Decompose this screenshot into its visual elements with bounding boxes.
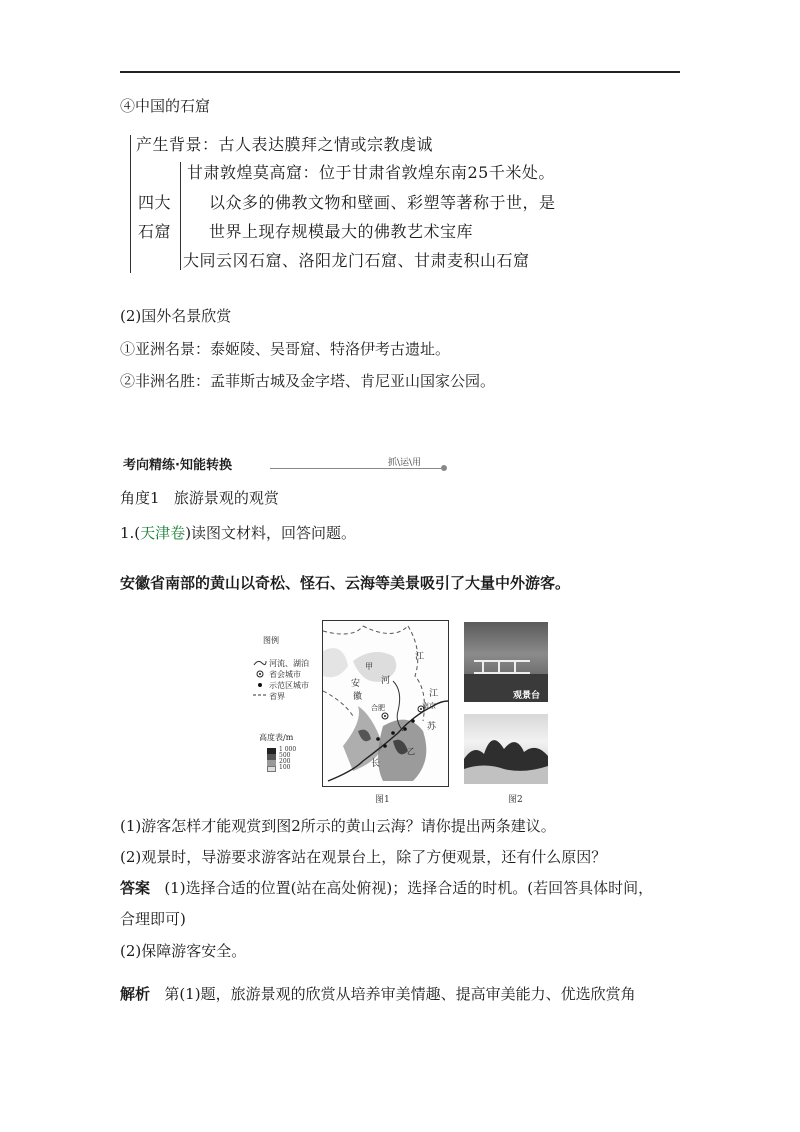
mogao-line-1: 甘肃敦煌莫高窟：位于甘肃省敦煌东南25千米处。	[187, 163, 555, 182]
city-legend-icon	[257, 682, 263, 688]
question-material: 安徽省南部的黄山以奇松、怪石、云海等美景吸引了大量中外游客。	[120, 574, 571, 592]
map-label-hui: 徽	[353, 692, 363, 702]
outer-brace	[130, 135, 131, 273]
answer-text-1: (1)选择合适的位置(站在高处俯视)；选择合适的时机。(若回答具体时间，	[164, 879, 654, 897]
section-tag: 抓\运\用	[388, 458, 422, 468]
section-dot	[441, 465, 447, 471]
elevation-1000: 1 000	[279, 746, 297, 753]
section-line	[270, 468, 441, 469]
elevation-values	[279, 747, 296, 771]
grottoes-heading: ④中国的石窟	[120, 97, 211, 115]
grottoes-background: 产生背景：古人表达膜拜之情或宗教虔诚	[136, 135, 434, 154]
elevation-500: 500	[279, 752, 291, 759]
photo-sea-of-clouds	[464, 714, 548, 784]
capital-legend-icon	[256, 670, 264, 678]
inner-brace	[180, 162, 181, 270]
photo-viewing-platform	[464, 622, 548, 702]
photo1-label: 观景台	[513, 691, 541, 701]
foreign-asia: ①亚洲名景：泰姬陵、吴哥窟、特洛伊考古遗址。	[120, 340, 451, 358]
question-prompt: )读图文材料，回答问题。	[185, 524, 357, 542]
foreign-africa: ②非洲名胜：孟菲斯古城及金字塔、肯尼亚山国家公园。	[120, 372, 496, 390]
map-label-jia: 甲	[365, 662, 373, 671]
map-label-chang: 长	[371, 759, 381, 769]
other-grottoes: 大同云冈石窟、洛阳龙门石窟、甘肃麦积山石窟	[183, 251, 530, 270]
question-source: 天津卷	[140, 524, 186, 542]
elevation-scale	[267, 748, 276, 772]
angle-heading	[120, 487, 279, 508]
analysis-text: 第(1)题，旅游景观的欣赏从培养审美情趣、提高审美能力、优选欣赏角	[164, 985, 636, 1003]
map-figure-1	[322, 620, 449, 787]
mogao-line-2: 以众多的佛教文物和壁画、彩塑等著称于世，是	[209, 193, 556, 212]
section-bar	[120, 455, 447, 471]
legend-item-river: 河流、湖泊	[269, 659, 309, 668]
subquestion-1: (1)游客怎样才能观赏到图2所示的黄山云海？请你提出两条建议。	[120, 817, 556, 835]
border-legend-icon	[253, 693, 267, 697]
answer-line-1	[120, 877, 653, 898]
subquestion-2: (2)观景时，导游要求游客站在观景台上，除了方便观景，还有什么原因？	[120, 848, 607, 866]
map-label-jiang-2: 江	[429, 689, 439, 699]
four-grottoes-label-1: 四大	[138, 193, 172, 212]
legend-item-capital: 省会城市	[269, 670, 301, 679]
elevation-title: 高度表/m	[259, 733, 294, 742]
analysis	[120, 983, 636, 1004]
legend-item-city: 示范区城市	[269, 681, 309, 690]
angle-label: 角度1	[120, 489, 160, 507]
answer-line-3: (2)保障游客安全。	[120, 942, 247, 960]
map-label-jiang-1: 江	[415, 652, 425, 662]
map-label-an: 安	[351, 679, 361, 689]
foreign-heading: (2)国外名景欣赏	[120, 307, 232, 325]
map-label-he: 河	[381, 676, 391, 686]
figure	[253, 620, 553, 805]
header-rule	[120, 71, 680, 73]
legend-item-border: 省界	[269, 692, 285, 701]
mogao-line-3: 世界上现存规模最大的佛教艺术宝库	[209, 222, 474, 241]
caption-1: 图1	[375, 795, 390, 805]
answer-line-2: 合理即可)	[120, 910, 186, 928]
map-label-hefei: 合肥	[371, 704, 385, 712]
question-number: 1.(	[120, 524, 141, 542]
caption-2: 图2	[508, 795, 523, 805]
elevation-200: 200	[279, 758, 291, 765]
map-label-nanjing: 南京	[422, 702, 436, 710]
map-label-su: 苏	[427, 722, 437, 732]
question-1	[120, 522, 356, 543]
answer-label: 答案	[120, 879, 151, 897]
elevation-100: 100	[279, 764, 291, 771]
analysis-label: 解析	[120, 985, 151, 1003]
four-grottoes-label-2: 石窟	[138, 222, 172, 241]
angle-title: 旅游景观的观赏	[173, 489, 279, 507]
clouds-svg	[464, 714, 548, 784]
section-title: 考向精练·知能转换	[123, 458, 232, 473]
map-label-yi: 乙	[407, 747, 415, 756]
legend-title: 图例	[263, 636, 279, 645]
river-legend-icon	[253, 658, 267, 668]
